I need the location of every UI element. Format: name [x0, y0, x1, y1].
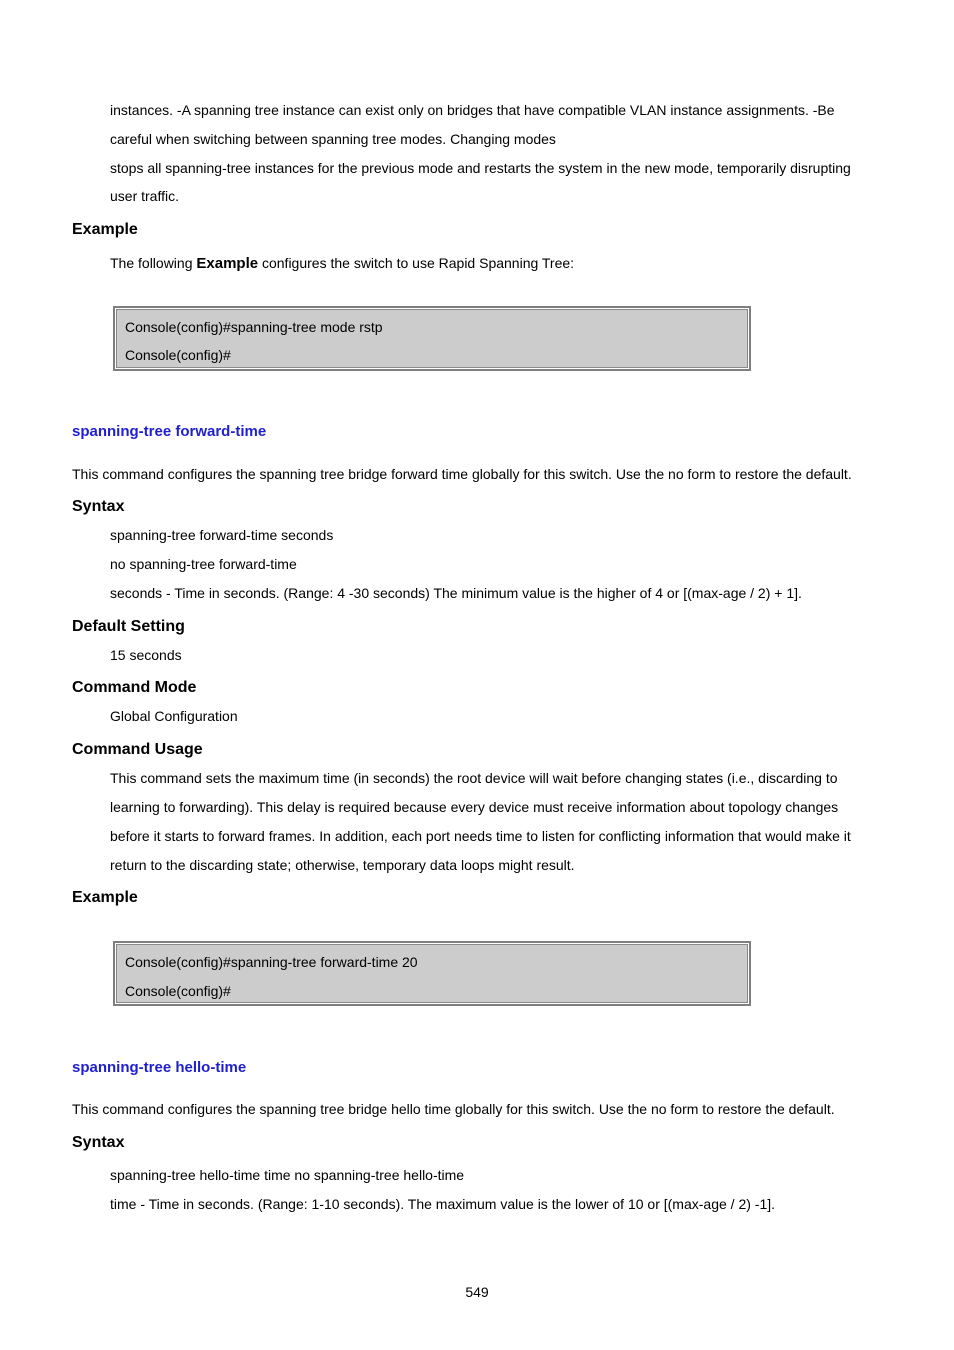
command-description: This command configures the spanning tree bridge hello time globally for this switch. Use the no form to restore the default.: [72, 1101, 835, 1117]
code-block: [113, 941, 751, 1006]
intro-text: The following: [110, 255, 197, 271]
body-text: instances. -A spanning tree instance can exist only on bridges that have compatible VLAN instance assignments. -Be: [110, 102, 835, 118]
syntax-line: spanning-tree forward-time seconds: [110, 527, 334, 543]
usage-line: This command sets the maximum time (in seconds) the root device will wait before changing states (i.e., discarding to: [110, 770, 838, 786]
code-line: Console(config)#: [125, 347, 231, 363]
page-number: 549: [465, 1284, 489, 1300]
section-heading-syntax: Syntax: [72, 498, 125, 515]
syntax-line: seconds - Time in seconds. (Range: 4 -30 seconds) The minimum value is the higher of 4 or [(max-age / 2) + 1].: [110, 585, 802, 601]
syntax-line: time - Time in seconds. (Range: 1-10 seconds). The maximum value is the lower of 10 or [(max-age / 2) -1].: [110, 1196, 776, 1212]
body-text: careful when switching between spanning tree modes. Changing modes: [110, 131, 556, 147]
syntax-line: spanning-tree hello-time time no spanning-tree hello-time: [110, 1167, 465, 1183]
usage-line: before it starts to forward frames. In addition, each port needs time to listen for conflicting information that would make it: [110, 828, 851, 844]
intro-bold: Example: [196, 255, 259, 272]
usage-line: learning to forwarding). This delay is required because every device must receive information about topology changes: [110, 799, 839, 815]
syntax-line: no spanning-tree forward-time: [110, 556, 297, 572]
body-text: user traffic.: [110, 188, 179, 204]
command-title-forward-time[interactable]: spanning-tree forward-time: [72, 423, 267, 440]
section-heading-syntax: Syntax: [72, 1134, 125, 1151]
body-text: stops all spanning-tree instances for the previous mode and restarts the system in the new mode, temporarily disrupting: [110, 160, 851, 176]
intro-text: configures the switch to use Rapid Spanning Tree:: [258, 255, 575, 271]
section-heading-default: Default Setting: [72, 618, 185, 635]
code-line: Console(config)#spanning-tree forward-time 20: [125, 954, 418, 970]
code-block: [113, 306, 751, 371]
section-heading-example: Example: [72, 889, 138, 906]
command-title-hello-time[interactable]: spanning-tree hello-time: [72, 1059, 247, 1076]
code-line: Console(config)#: [125, 983, 231, 999]
usage-line: return to the discarding state; otherwise, temporary data loops might result.: [110, 857, 575, 873]
mode-value: Global Configuration: [110, 708, 238, 724]
default-value: 15 seconds: [110, 647, 182, 663]
code-line: Console(config)#spanning-tree mode rstp: [125, 319, 383, 335]
command-description: This command configures the spanning tree bridge forward time globally for this switch. Use the no form to restore the default.: [72, 466, 852, 482]
section-heading-mode: Command Mode: [72, 679, 197, 696]
section-heading-usage: Command Usage: [72, 741, 203, 758]
section-heading-example: Example: [72, 221, 138, 238]
example-intro: [110, 255, 574, 272]
